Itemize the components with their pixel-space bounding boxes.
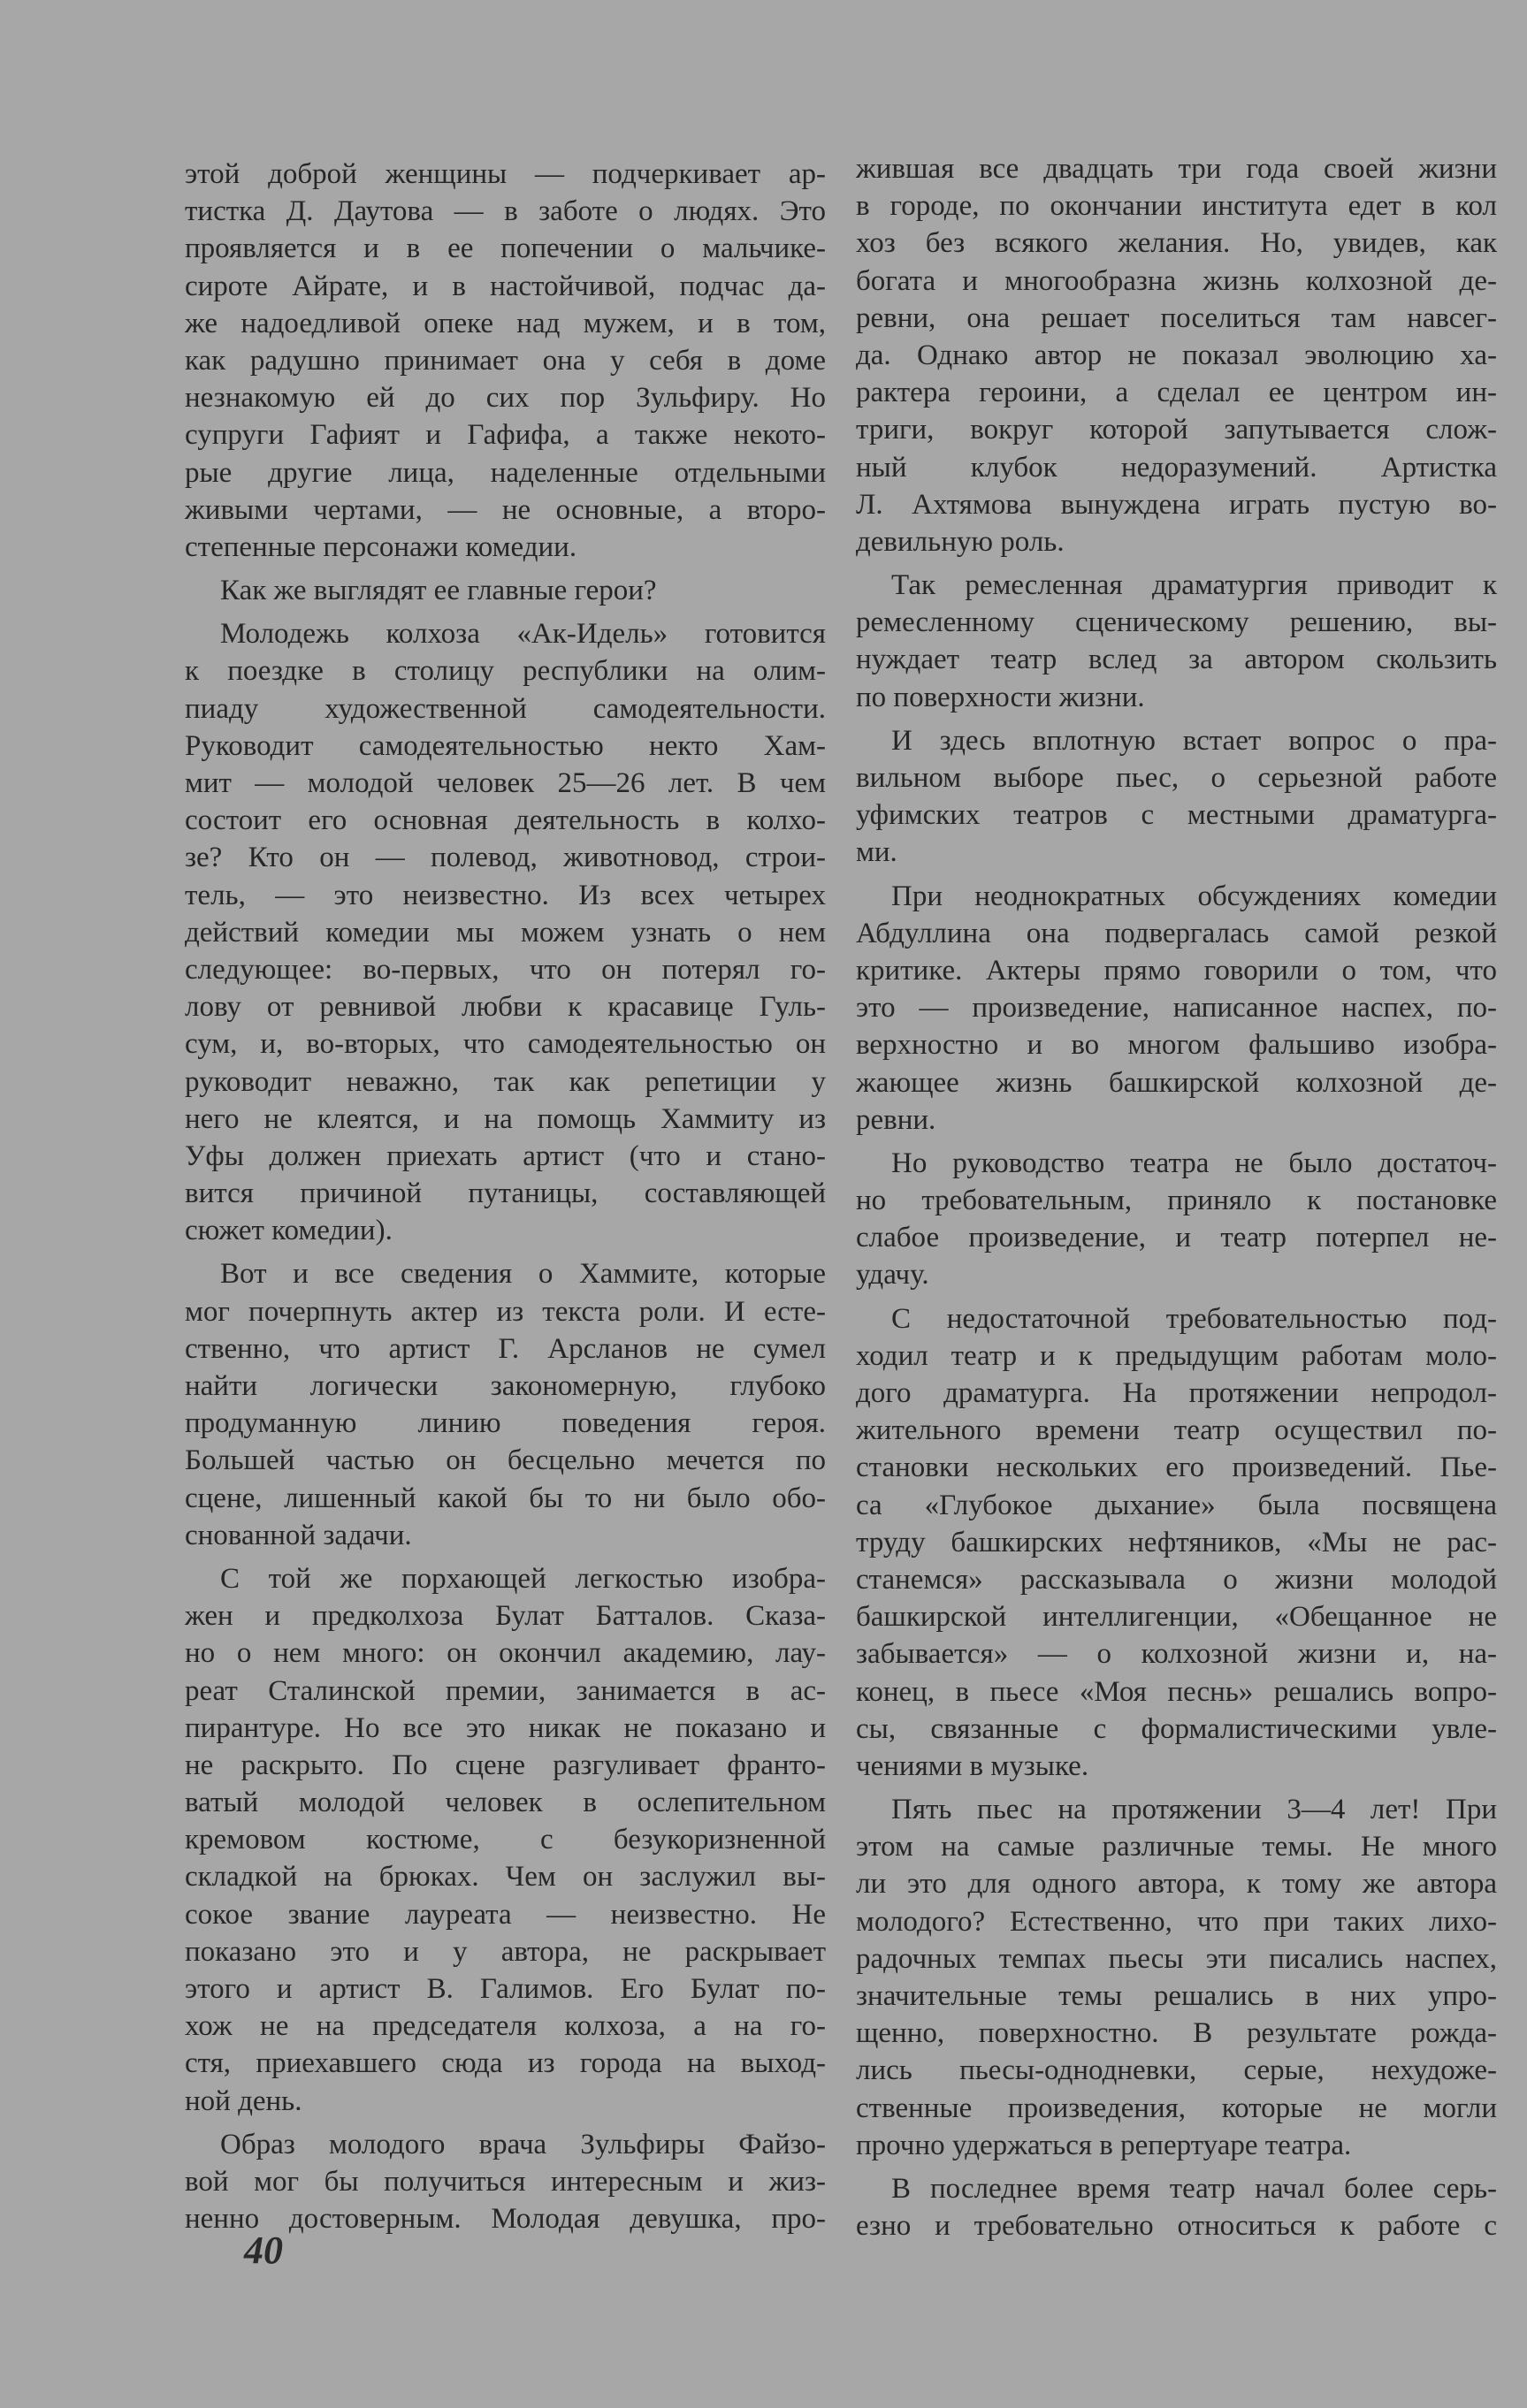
text-line: реат Сталинской премии, занимается в ас- xyxy=(185,1674,826,1707)
text-line: но о нем много: он окончил академию, лау- xyxy=(185,1637,826,1670)
text-line: сокое звание лауреата — неизвестно. Не xyxy=(185,1898,826,1931)
text-line: этом на самые различные темы. Не много xyxy=(856,1831,1497,1863)
text-line: живыми чертами, — не основные, а второ- xyxy=(185,493,826,526)
text-line: критике. Актеры прямо говорили о том, что xyxy=(856,954,1497,987)
text-line: действий комедии мы можем узнать о нем xyxy=(185,916,826,949)
text-line: ли это для одного автора, к тому же автора xyxy=(856,1868,1497,1901)
text-line: богата и многообразна жизнь колхозной де- xyxy=(856,264,1497,297)
text-line: чениями в музыке. xyxy=(856,1749,1089,1782)
text-line: ходил театр и к предыдущим работам моло- xyxy=(856,1339,1497,1372)
paragraph xyxy=(856,2170,1497,2244)
text-line: не раскрыто. По сцене разгуливает франто- xyxy=(185,1749,826,1781)
text-line: рактера героини, а сделал ее центром ин- xyxy=(856,377,1497,409)
text-line: пиаду художественной самодеятельности. xyxy=(185,692,826,725)
text-line: Вот и все сведения о Хаммите, которые xyxy=(220,1258,826,1291)
text-line: тистка Д. Даутова — в заботе о людях. Это xyxy=(185,195,826,228)
text-line: как радушно принимает она у себя в доме xyxy=(185,344,826,377)
text-line: Руководит самодеятельностью некто Хам- xyxy=(185,729,826,762)
text-line: башкирской интеллигенции, «Обещанное не xyxy=(856,1601,1497,1634)
text-line: забывается» — о колхозной жизни и, на- xyxy=(856,1638,1497,1671)
text-line: верхностно и во многом фальшиво изобра- xyxy=(856,1029,1497,1062)
text-line: показано это и у автора, не раскрывает xyxy=(185,1935,826,1968)
text-line: сум, и, во-вторых, что самодеятельностью он xyxy=(185,1028,826,1061)
paragraph xyxy=(185,1255,826,1554)
text-line: него не клеятся, и на помощь Хаммиту из xyxy=(185,1102,826,1135)
text-line: С той же порхающей легкостью изобра- xyxy=(220,1562,826,1595)
text-line: кремовом костюме, с безукоризненной xyxy=(185,1824,826,1856)
text-line: сироте Айрате, и в настойчивой, подчас да- xyxy=(185,270,826,302)
text-line: проявляется и в ее попечении о мальчике- xyxy=(185,232,826,265)
paragraph xyxy=(185,572,826,609)
text-line: лову от ревнивой любви к красавице Гуль- xyxy=(185,991,826,1024)
text-line: конец, в пьесе «Моя песнь» решались вопро- xyxy=(856,1675,1497,1708)
text-line: Большей частью он бесцельно мечется по xyxy=(185,1444,826,1477)
text-line: жившая все двадцать три года своей жизни xyxy=(856,153,1497,185)
text-line: хоз без всякого желания. Но, увидев, как xyxy=(856,227,1497,260)
text-line: Образ молодого врача Зульфиры Файзо- xyxy=(220,2128,826,2160)
text-line: найти логически закономерную, глубоко xyxy=(185,1370,826,1402)
text-line: Л. Ахтямова вынуждена играть пустую во- xyxy=(856,488,1497,521)
text-line: са «Глубокое дыхание» была посвящена xyxy=(856,1489,1497,1521)
right-column xyxy=(856,150,1497,2244)
text-line: езно и требовательно относиться к работе с xyxy=(856,2210,1497,2243)
text-line: слабое произведение, и театр потерпел не- xyxy=(856,1222,1497,1254)
text-line: вой мог бы получиться интересным и жиз- xyxy=(185,2165,826,2198)
page-number: 40 xyxy=(244,2229,283,2272)
text-line: к поездке в столицу республики на олим- xyxy=(185,655,826,688)
text-line: прочно удержаться в репертуаре театра. xyxy=(856,2129,1352,2161)
text-line: незнакомую ей до сих пор Зульфиру. Но xyxy=(185,382,826,415)
text-line: ственные произведения, которые не могли xyxy=(856,2092,1497,2124)
text-line: ватый молодой человек в ослепительном xyxy=(185,1787,826,1819)
text-line: лись пьесы-однодневки, серые, нехудоже- xyxy=(856,2054,1497,2087)
text-line: девильную роль. xyxy=(856,525,1065,558)
text-line: щенно, поверхностно. В результате рожда- xyxy=(856,2017,1497,2050)
text-line: стя, приехавшего сюда из города на выход- xyxy=(185,2047,826,2080)
paragraph xyxy=(856,1145,1497,1294)
text-line: складкой на брюках. Чем он заслужил вы- xyxy=(185,1861,826,1894)
text-line: супруги Гафият и Гафифа, а также некото- xyxy=(185,419,826,452)
text-line: сюжет комедии). xyxy=(185,1215,393,1247)
text-line: продуманную линию поведения героя. xyxy=(185,1407,826,1440)
text-line: Уфы должен приехать артист (что и стано- xyxy=(185,1139,826,1172)
text-line: Пять пьес на протяжении 3—4 лет! При xyxy=(891,1794,1497,1826)
text-line: В последнее время театр начал более серь- xyxy=(891,2172,1497,2205)
text-line: степенные персонажи комедии. xyxy=(185,530,577,563)
text-line: хож не на председателя колхоза, а на го- xyxy=(185,2010,826,2043)
text-line: рые другие лица, наделенные отдельными xyxy=(185,456,826,489)
text-line: вильном выборе пьес, о серьезной работе xyxy=(856,762,1497,794)
text-line: ми. xyxy=(856,836,897,869)
text-line: уфимских театров с местными драматурга- xyxy=(856,799,1497,832)
text-line: да. Однако автор не показал эволюцию ха- xyxy=(856,339,1497,371)
text-line: этого и артист В. Галимов. Его Булат по- xyxy=(185,1973,826,2005)
paragraph xyxy=(185,156,826,566)
paragraph xyxy=(856,1300,1497,1785)
left-column xyxy=(185,156,826,2237)
text-line: сы, связанные с формалистическими увле- xyxy=(856,1712,1497,1745)
text-line: жающее жизнь башкирской колхозной де- xyxy=(856,1066,1497,1099)
paragraph xyxy=(856,722,1497,872)
paragraph xyxy=(185,615,826,1249)
text-line: С недостаточной требовательностью под- xyxy=(891,1302,1497,1335)
text-line: же надоедливой опеке над мужем, и в том, xyxy=(185,307,826,339)
text-line: но требовательным, приняло к постановке xyxy=(856,1185,1497,1217)
text-line: Абдуллина она подвергалась самой резкой xyxy=(856,917,1497,949)
text-line: ремесленному сценическому решению, вы- xyxy=(856,606,1497,639)
text-line: И здесь вплотную встает вопрос о пра- xyxy=(891,724,1497,757)
text-line: жен и предколхоза Булат Батталов. Сказа- xyxy=(185,1600,826,1633)
text-line: Молодежь колхоза «Ак-Идель» готовится xyxy=(220,618,826,651)
text-line: Так ремесленная драматургия приводит к xyxy=(891,569,1497,602)
text-line: вится причиной путаницы, составляющей xyxy=(185,1177,826,1210)
text-line: ный клубок недоразумений. Артистка xyxy=(856,451,1497,484)
text-line: ненно достоверным. Молодая девушка, про- xyxy=(185,2203,826,2236)
text-line: труду башкирских нефтяников, «Мы не рас- xyxy=(856,1526,1497,1558)
paragraph xyxy=(185,1560,826,2120)
text-line: мог почерпнуть актер из текста роли. И есте- xyxy=(185,1295,826,1328)
text-line: дого драматурга. На протяжении непродол- xyxy=(856,1377,1497,1409)
text-line: триги, вокруг которой запутывается слож- xyxy=(856,414,1497,446)
paragraph xyxy=(856,150,1497,560)
text-line: молодого? Естественно, что при таких лихо- xyxy=(856,1905,1497,1938)
text-line: тель, — это неизвестно. Из всех четырех xyxy=(185,879,826,911)
text-line: удачу. xyxy=(856,1259,929,1292)
text-line: состоит его основная деятельность в колхо- xyxy=(185,804,826,837)
text-line: следующее: во-первых, что он потерял го- xyxy=(185,953,826,986)
text-line: ревни. xyxy=(856,1103,936,1136)
text-line: это — произведение, написанное наспех, по- xyxy=(856,992,1497,1025)
text-line: в городе, по окончании института едет в кол xyxy=(856,190,1497,223)
text-line: этой доброй женщины — подчеркивает ар- xyxy=(185,158,826,190)
text-line: ной день. xyxy=(185,2084,302,2117)
text-line: снованной задачи. xyxy=(185,1519,412,1551)
text-line: нуждает театр вслед за автором скользить xyxy=(856,644,1497,676)
text-line: зе? Кто он — полевод, животновод, строи- xyxy=(185,842,826,874)
text-line: Но руководство театра не было достаточ- xyxy=(891,1147,1497,1179)
text-line: радочных темпах пьесы эти писались наспех, xyxy=(856,1942,1497,1975)
text-line: станемся» рассказывала о жизни молодой xyxy=(856,1563,1497,1596)
text-line: ственно, что артист Г. Арсланов не сумел xyxy=(185,1332,826,1365)
text-line: При неоднократных обсуждениях комедии xyxy=(891,880,1497,912)
text-line: сцене, лишенный какой бы то ни было обо- xyxy=(185,1482,826,1514)
paragraph xyxy=(856,567,1497,716)
text-line: ревни, она решает поселиться там навсег- xyxy=(856,301,1497,334)
paragraph xyxy=(185,2126,826,2238)
text-line: становки нескольких его произведений. Пье- xyxy=(856,1452,1497,1484)
paragraph xyxy=(856,878,1497,1139)
text-line: значительные темы решались в них упро- xyxy=(856,1980,1497,2012)
text-line: жительного времени театр осуществил по- xyxy=(856,1414,1497,1447)
text-line: Как же выглядят ее главные герои? xyxy=(220,575,657,607)
text-line: пирантуре. Но все это никак не показано и xyxy=(185,1711,826,1744)
text-line: руководит неважно, так как репетиции у xyxy=(185,1065,826,1098)
paragraph xyxy=(856,1791,1497,2164)
text-line: мит — молодой человек 25—26 лет. В чем xyxy=(185,767,826,799)
text-line: по поверхности жизни. xyxy=(856,681,1145,713)
